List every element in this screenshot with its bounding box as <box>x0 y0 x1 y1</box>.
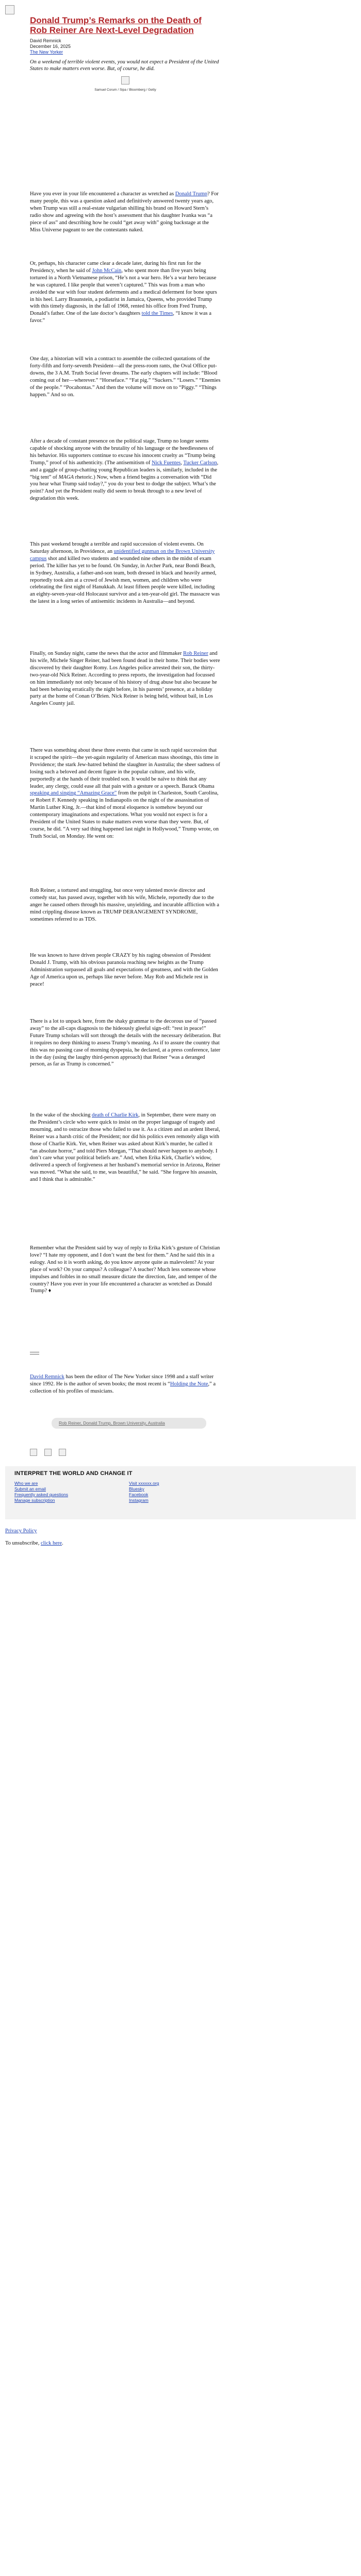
footer-link[interactable]: Facebook <box>129 1492 149 1497</box>
paragraph-2: Or, perhaps, his character came clear a decade later, during his first run for the Presidency, when he said of John McCain, who spent more than five years being tortured in a North Vietnamese prison, “He’s not a war hero. He’s a war hero because he was captured. I like people that weren’t captured.” This was from a man who avoided the war with four student deferments and a medical deferment for bone spurs in his heel. Larry Braunstein, a podiatrist in Jamaica, Queens, who provided Trump with this timely diagnosis, in the fall of 1968, rented his office from Fred Trump, Donald’s father. One of the late doctor’s daughters told the Times, “I know it was a favor.” <box>30 261 217 324</box>
footer-link[interactable]: Visit xxxxxx.org <box>129 1481 159 1486</box>
inline-link[interactable]: Nick Fuentes <box>152 460 181 466</box>
privacy-line <box>5 1528 37 1534</box>
image-placeholder-icon <box>121 76 129 84</box>
inline-link[interactable]: Holding the Note <box>170 1381 208 1387</box>
paragraph-11: In the wake of the shocking death of Charlie Kirk, in September, there were many on the President’s circle who were quick to insist on the proper language of tragedy and mourning, and to ostracize those who failed to use it. As a citizen and an ardent liberal, Reiner was a harsh critic of the President; nor did his politics even remotely align with those of Charlie Kirk. Yet, when Reiner was asked about Kirk’s murder, he called it “an absolute horror,” and told Piers Morgan, “That should never happen to anybody. I don’t care what your political beliefs are.” And, when Erika Kirk, Charlie’s widow, delivered a speech of forgiveness at her husband’s memorial service in Arizona, Reiner was moved. “What she said, to me, was beautiful,” he said. “She forgave his assassin, and I think that is admirable.” <box>30 1112 220 1183</box>
footer-link[interactable]: Bluesky <box>129 1486 144 1492</box>
newsletter-logo-icon[interactable] <box>5 5 14 14</box>
author-link[interactable]: David Remnick <box>30 1374 64 1380</box>
inline-link[interactable]: Rob Reiner <box>183 651 208 656</box>
footer-heading: INTERPRET THE WORLD AND CHANGE IT <box>14 1470 133 1477</box>
paragraph-10: There is a lot to unpack here, from the shaky grammar to the decorous use of “passed away” to the all-caps diagnosis to the hideously gleeful sign-off: “rest in peace!” Future Trump scholars will sort through the details with the necessary deliberation. But it requires no deep thinking to assess Trump’s meaning. As if to assure the country that this was no passing case of morning dyspepsia, he declared, at a press conference, later in the day (using the laughy third-person approach) that Reiner “was a deranged person, as far as Trump is concerned.” <box>30 1019 221 1067</box>
inline-link[interactable]: John McCain <box>92 267 122 274</box>
paragraph-6: Finally, on Sunday night, came the news that the actor and filmmaker Rob Reiner and his wife, Michele Singer Reiner, had been found dead in their home. Their bodies were discovered by their daughter Romy. Los Angeles police arrested their son, the thirty-two-year-old Nick Reiner. According to press reports, the investigation had focussed on him immediately not only because of his history of drug abuse but also because he had been behaving erratically the night before, in his parents’ presence, at a holiday party at the home of Conan O’Brien. Nick Reiner is being held, without bail, in Los Angeles County jail. <box>30 651 220 707</box>
footer-link[interactable]: Manage subscription <box>14 1498 55 1503</box>
hero-image <box>30 76 221 92</box>
paragraph-5: This past weekend brought a terrible and rapid succession of violent events. On Saturday afternoon, in Providence, an unidentified gunman on the Brown University campus shot and killed two students and wounded nine others in the midst of exam period. The killer has yet to be found. On Sunday, in Archer Park, near Bondi Beach, in Sydney, Australia, a father-and-son team, both dressed in black and heavily armed, reportedly took aim at a crowd of Jewish men, women, and children who were celebrating the first night of Hanukkah. At least fifteen people were killed, including an eighty-seven-year-old Holocaust survivor and a ten-year-old girl. The massacre was the latest in a long series of antisemitic incidents in Australia—and beyond. <box>30 541 220 605</box>
unsubscribe-prefix: To unsubscribe, <box>5 1540 40 1546</box>
tags-text[interactable]: Rob Reiner, Donald Trump, Brown University, Australia <box>59 1420 165 1426</box>
share-icons <box>30 1449 73 1459</box>
paragraph-4: After a decade of constant presence on the political stage, Trump no longer seems capable of shocking anyone with the brutality of his language or the heedlessness of his behavior. His supporters continue to excuse his innocent cruelty as “Trump being Trump,” proof of his authenticity. (The antisemitism of Nick Fuentes, Tucker Carlson, and a gaggle of group-chatting young Republican leaders is, similarly, included in the “big tent” of MAGA rhetoric.) Now, when a friend begins a conversation with “Did you hear what Trump said today?,” you do your best to dodge the subject. What’s the point? And yet the President really did seem to break through to a new level of degradation this week. <box>30 438 219 502</box>
unsubscribe-line <box>5 1540 63 1546</box>
share-icon[interactable] <box>59 1449 66 1456</box>
publication-link[interactable]: The New Yorker <box>30 49 63 55</box>
article-date: December 16, 2025 <box>30 44 71 49</box>
footer-right-links <box>129 1481 159 1503</box>
article-author: David Remnick <box>30 38 61 43</box>
share-icon[interactable] <box>30 1449 37 1456</box>
inline-link[interactable]: told the Times <box>141 311 173 317</box>
article <box>30 15 221 1426</box>
inline-link[interactable]: Tucker Carlson <box>183 460 217 466</box>
footer-link[interactable]: Who we are <box>14 1481 38 1486</box>
paragraph-1: Have you ever in your life encountered a character as wretched as Donald Trump? For many people, this was a question asked and definitively answered twenty years ago, when Trump was still a real-estate vulgarian shilling his brand on Howard Stern’s radio show and agreeing with the host’s assessment that his daughter Ivanka was “a piece of ass” and describing how he could “get away with” going backstage at the Miss Universe pageant to see the contestants naked. <box>30 191 219 233</box>
inline-link[interactable]: speaking and singing “Amazing Grace” <box>30 790 117 796</box>
footer-left-links <box>14 1481 68 1503</box>
article-dek: On a weekend of terrible violent events, you would not expect a President of the United States to make matters even worse. But, of course, he did. <box>30 59 219 72</box>
inline-link[interactable]: Donald Trump <box>175 191 207 197</box>
tag-list <box>52 1418 206 1429</box>
footer <box>5 1466 356 1519</box>
share-icon[interactable] <box>44 1449 52 1456</box>
inline-link[interactable]: unidentified gunman on the Brown University campus <box>30 548 215 562</box>
footer-link[interactable]: Submit an email <box>14 1486 46 1492</box>
paragraph-8: Rob Reiner, a tortured and struggling, but once very talented movie director and comedy star, has passed away, together with his wife, Michele, reportedly due to the anger he caused others through his massive, unyielding, and incurable affliction with a mind crippling disease known as TRUMP DERANGEMENT SYNDROME, sometimes referred to as TDS. <box>30 888 219 922</box>
inline-link[interactable]: death of Charlie Kirk <box>92 1112 139 1118</box>
image-credit: Samuel Corum / Sipa / Bloomberg / Getty <box>94 88 156 92</box>
footer-link[interactable]: Frequently asked questions <box>14 1492 68 1497</box>
paragraph-3: One day, a historian will win a contract to assemble the collected quotations of the forty-fifth and forty-seventh President—all the press-room rants, the Oval Office put-downs, the 3 A.M. Truth Social fever dreams. The early chapters will include: “Blood coming out of her—wherever.” “Horseface.” “Fat pig.” “Suckers.” “Losers.” “Enemies of the people.” “Pocahontas.” And then the volume will move on to “Piggy.” “Things happen.” And so on. <box>30 356 221 398</box>
paragraph-9: He was known to have driven people CRAZY by his raging obsession of President Donald J. Trump, with his obvious paranoia reaching new heights as the Trump Administration surpassed all goals and expectations of greatness, and with the Golden Age of America upon us, perhaps like never before. May Rob and Michele rest in peace! <box>30 953 218 987</box>
author-bio: David Remnick has been the editor of The New Yorker since 1998 and a staff writer since 1992. He is the author of seven books; the most recent is “Holding the Note,” a collection of his profiles of musicians. <box>30 1374 216 1394</box>
article-meta <box>30 38 221 55</box>
paragraph-12: Remember what the President said by way of reply to Erika Kirk’s gesture of Christian love? “I hate my opponent, and I don’t want the best for them.” And he said this in a eulogy. And so it is worth asking, do you know anyone quite as malevolent? At your place of work? On your campus? A colleague? A teacher? Much less someone whose impulses and foibles in no small measure dictate the direction, fate, and temper of the country? Have you ever in your life encountered a character as wretched as Donald Trump? ♦ <box>30 1245 220 1294</box>
paragraph-7: There was something about these three events that came in such rapid succession that it scraped the spirit—the yet-again regularity of American mass shootings, this time in Providence; the stark Jew-hatred behind the slaughter in Australia; the sheer sadness of losing such a beloved and decent figure in the popular culture, and his wife, purportedly at the hands of their troubled son. It would be naïve to think that any leader, any clergy, could ease all that pain with a gesture or a speech. Barack Obama speaking and singing “Amazing Grace” from the pulpit in Charleston, South Carolina, or Robert F. Kennedy speaking in Indianapolis on the night of the assassination of Martin Luther King, Jr.—that kind of moral eloquence is somehow beyond our contemporary imaginations and expectations. What you would not expect is for a President of the United States to make matters even worse than they were. But, of course, he did. “A very sad thing happened last night in Hollywood,” Trump wrote, on Truth Social, on Monday. He went on: <box>30 748 220 839</box>
footer-link[interactable]: Instagram <box>129 1498 149 1503</box>
article-title[interactable]: Donald Trump’s Remarks on the Death of Rob Reiner Are Next-Level Degradation <box>30 15 202 35</box>
unsubscribe-suffix: . <box>62 1540 63 1546</box>
unsubscribe-link[interactable]: click here <box>40 1540 62 1546</box>
privacy-policy-link[interactable]: Privacy Policy <box>5 1528 37 1534</box>
